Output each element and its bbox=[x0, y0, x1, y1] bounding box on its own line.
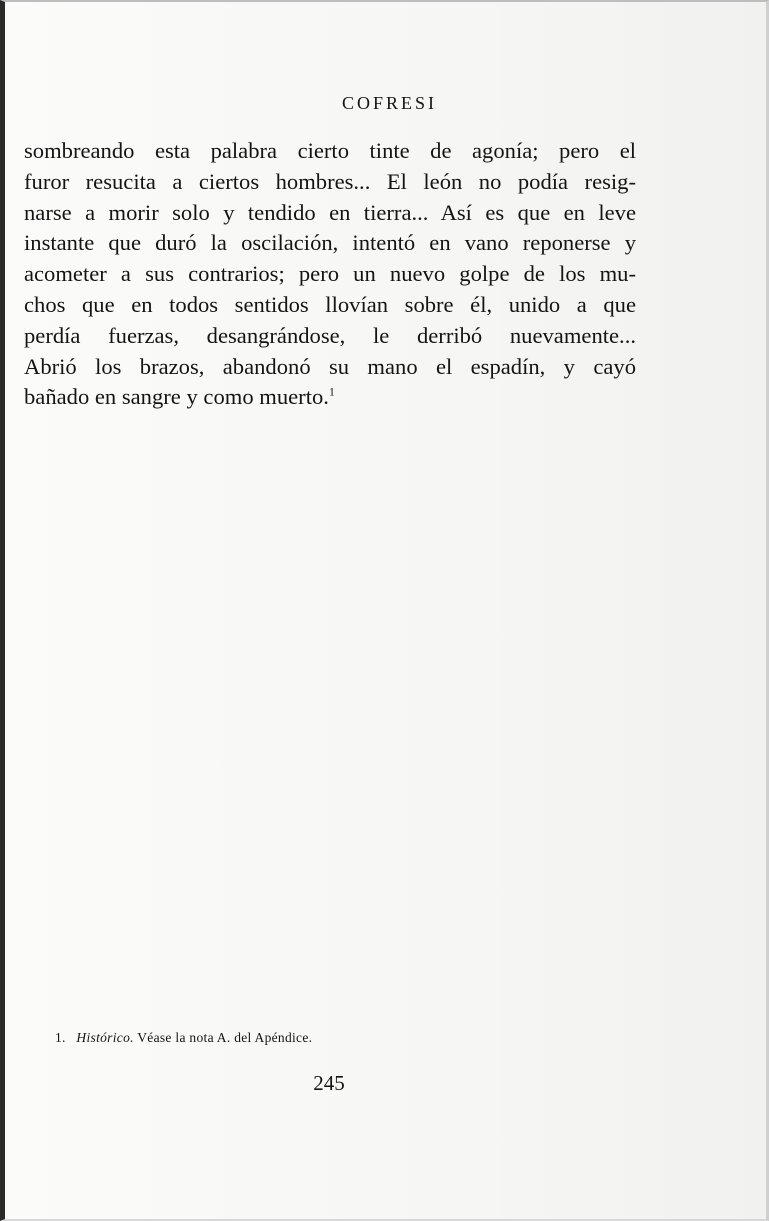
running-head: COFRESI bbox=[341, 93, 438, 113]
body-line-6: chos que en todos sentidos llovían sobre él, unido a que bbox=[24, 291, 636, 317]
body-line-4: instante que duró la oscilación, intentó en vano reponerse y bbox=[24, 230, 636, 256]
footnote-number: 1. bbox=[55, 1030, 66, 1045]
body-line-9-text: bañado en sangre y como muerto. bbox=[24, 384, 329, 410]
body-line-7: perdía fuerzas, desangrándose, le derribó nuevamente... bbox=[24, 322, 636, 348]
body-line-5: acometer a sus contrarios; pero un nuevo golpe de los mu- bbox=[24, 261, 636, 287]
footnote-italic: Histórico. bbox=[76, 1030, 134, 1045]
body-line-2: furor resucita a ciertos hombres... El león no podía resig- bbox=[24, 168, 636, 194]
footnote bbox=[55, 1028, 312, 1048]
footnote-reference: 1 bbox=[328, 384, 335, 399]
body-line-1: sombreando esta palabra cierto tinte de agonía; pero el bbox=[24, 138, 636, 163]
body-line-8: Abrió los brazos, abandonó su mano el espadín, y cayó bbox=[24, 353, 636, 379]
page-number: 245 bbox=[313, 1071, 345, 1095]
footnote-text: Véase la nota A. del Apéndice. bbox=[137, 1030, 313, 1045]
body-line-3: narse a morir solo y tendido en tierra... Así es que en leve bbox=[24, 199, 636, 225]
body-paragraph bbox=[24, 136, 636, 413]
body-line-9 bbox=[24, 382, 636, 413]
